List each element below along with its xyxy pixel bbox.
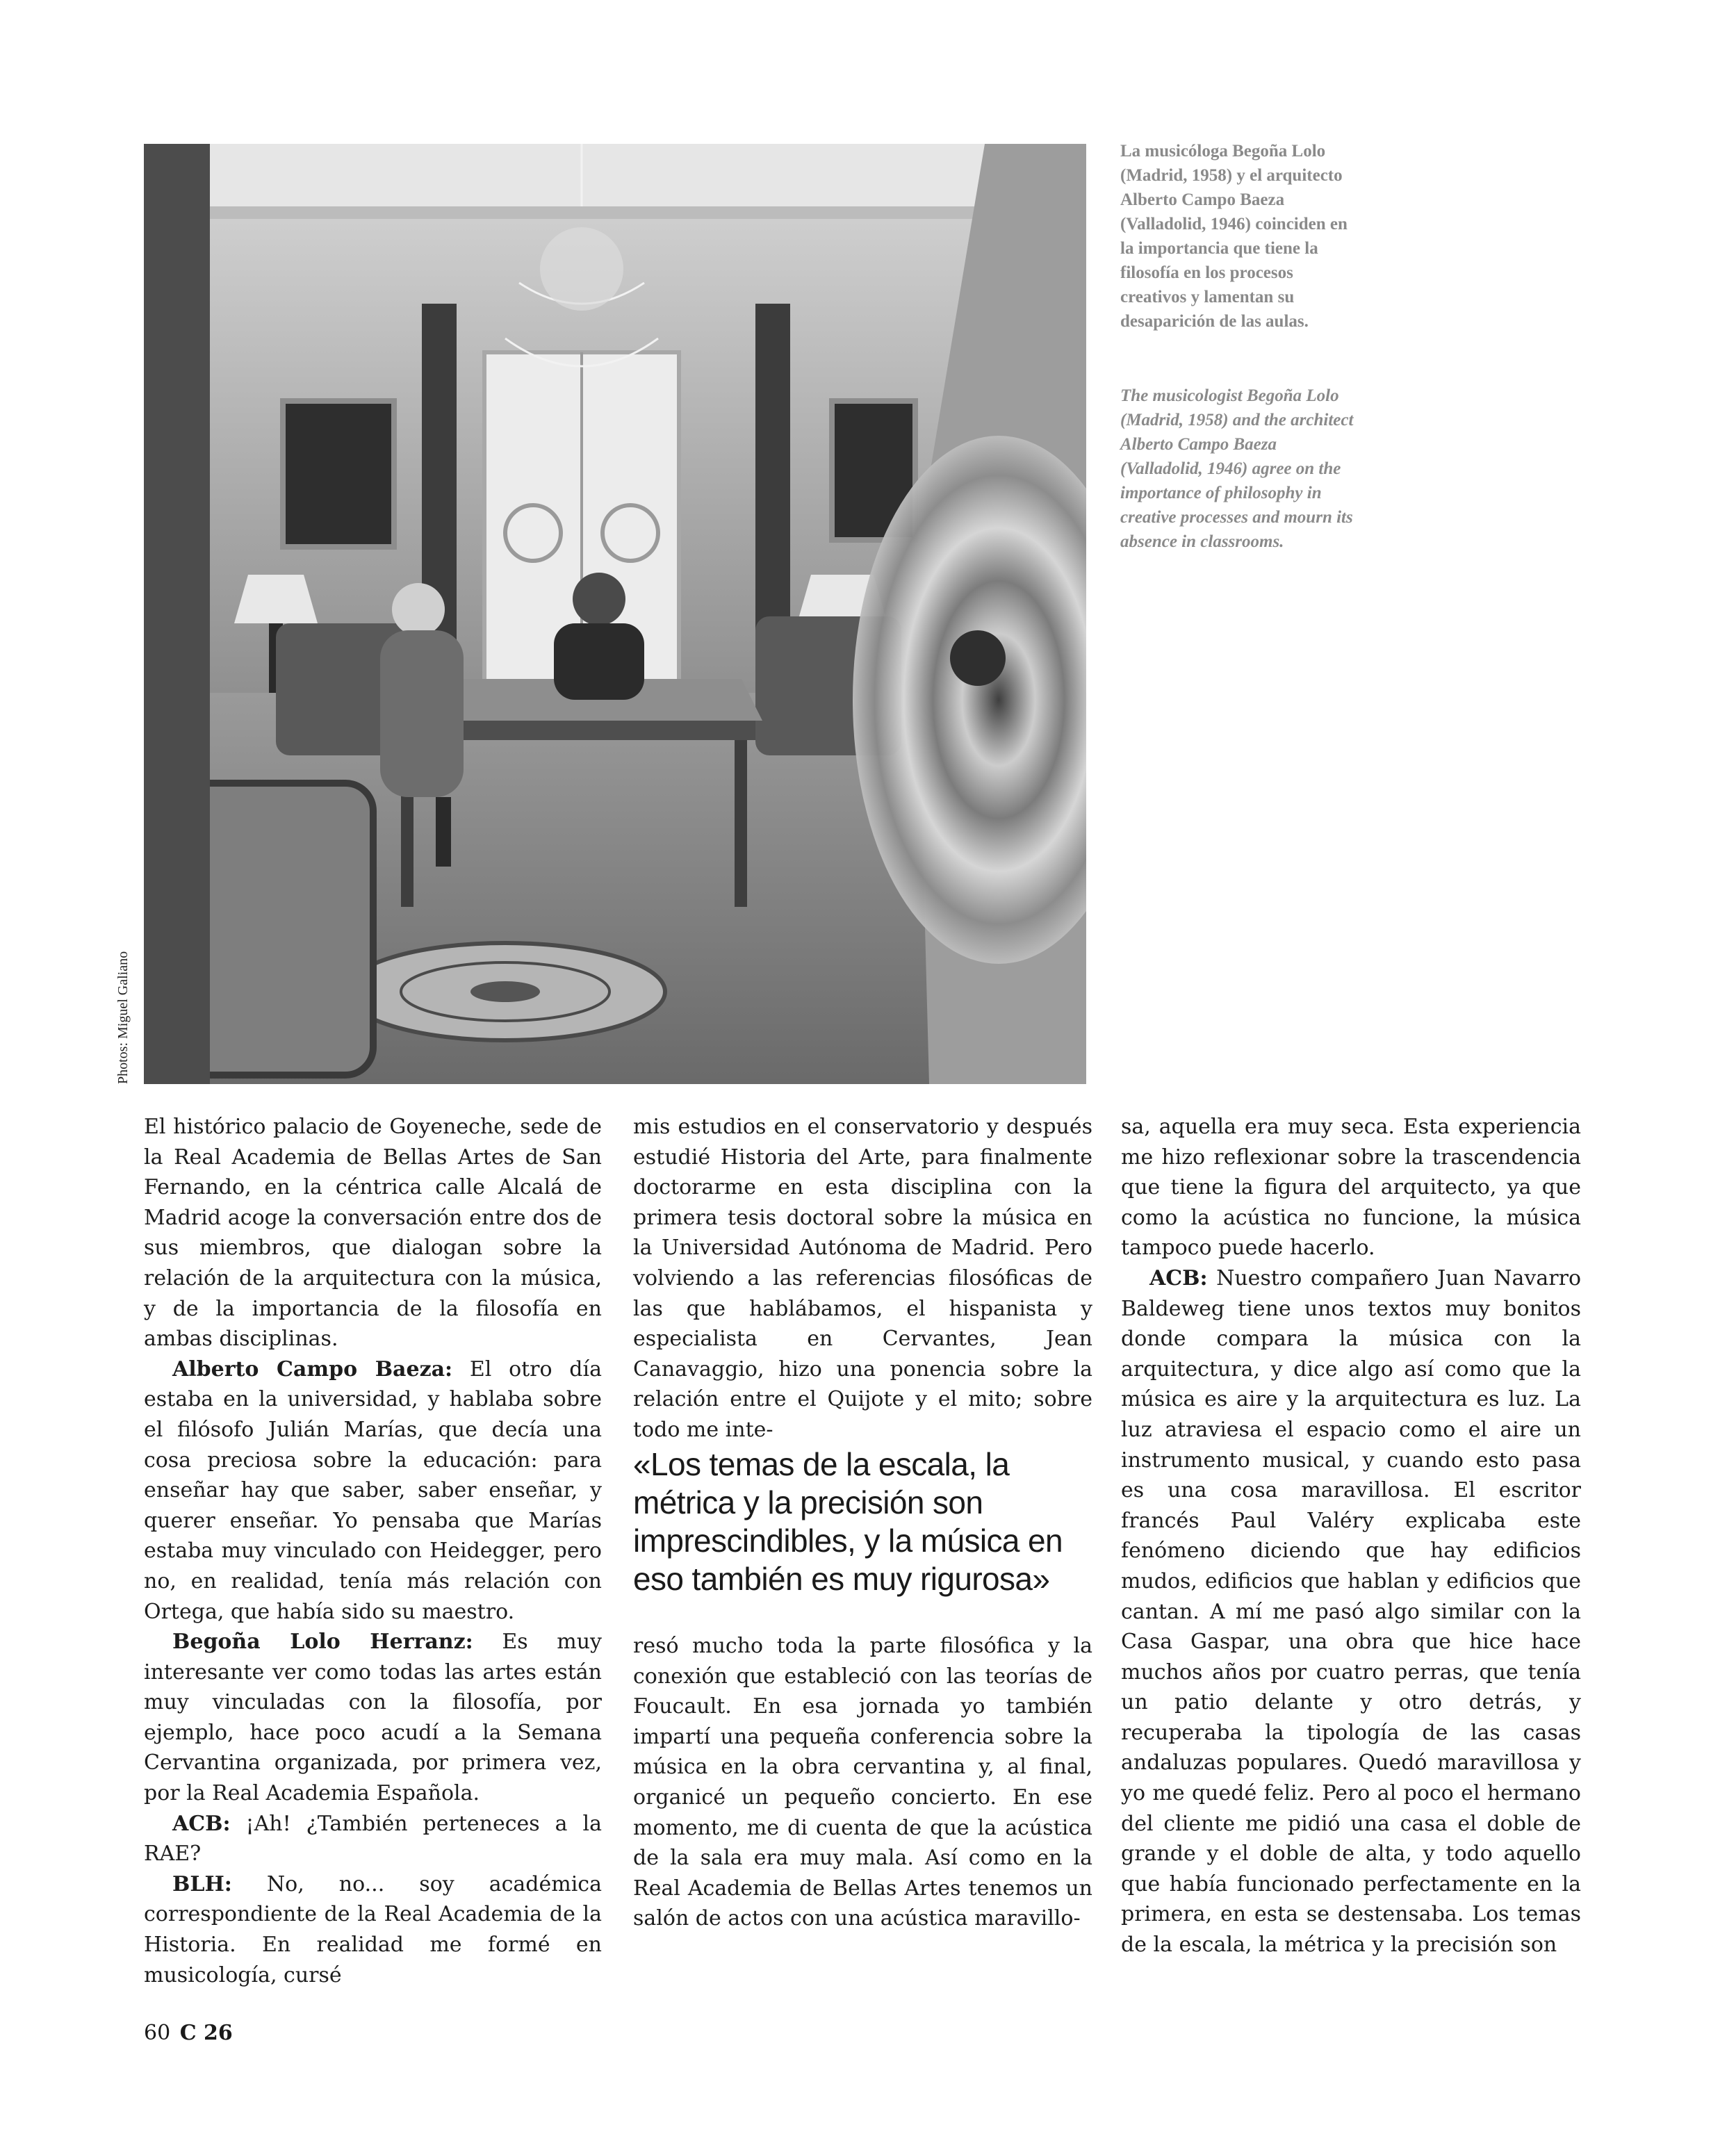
paragraph-text: Nuestro compañero Juan Navarro Baldeweg tiene unos textos muy bonitos donde compara la música con la arquitectura, y dice algo así como que la música es aire y la arquitectura es luz. La luz atraviesa el espacio como el aire un instrumento musical, y cuando esto pasa es una cosa maravillosa. El escritor francés Paul Valéry explicaba este fenómeno diciendo que hay edificios mudos, edificios que hablan y edificios que cantan. A mí me pasó algo similar con la Casa Gaspar, una obra que hice hace muchos años por cuatro perras, que tenía un patio delante y otro detrás, y recuperaba la tipología de las casas andaluzas populares. Quedó maravillosa y yo me quedé feliz. Pero al poco el hermano del cliente me pidió una casa el doble de grande y el doble de alta, y todo aquello que había funcionado perfectamente en la primera, en esta se destensaba. Los temas de la escala, la métrica y la precisión son xyxy=(1121,1265,1581,1958)
caption-english: The musicologist Begoña Lolo (Madrid, 1958) and the architect Alberto Campo Baeza (Valladolid, 1946) agree on the importance of philosophy in creative processes and mourn its absence in classrooms. xyxy=(1120,386,1354,551)
caption-spanish: La musicóloga Begoña Lolo (Madrid, 1958) y el arquitecto Alberto Campo Baeza (Valladolid, 1946) coinciden en la importancia que tiene la filosofía en los procesos creativos y lamentan su desaparición de las aulas. xyxy=(1120,142,1348,331)
paragraph-acb-3 xyxy=(1121,1263,1581,1960)
paragraph-text: Es muy interesante ver como todas las artes están muy vinculadas con la filosofía, por ejemplo, hace poco acudí a la Semana Cervantina organizada, por primera vez, por la Real Academia Española. xyxy=(144,1630,602,1806)
paragraph-text: El otro día estaba en la universidad, y hablaba sobre el filósofo Julián Marías, que decía una cosa preciosa sobre la educación: para enseñar hay que saber, saber enseñar, y querer enseñar. Yo pensaba que Marías estaba muy vinculado con Heidegger, pero no, en realidad, tenía más relación con Ortega, que había sido su maestro. xyxy=(144,1356,602,1624)
pull-quote: «Los temas de la escala, la métrica y la precisión son imprescindibles, y la música en eso también es muy rigurosa» xyxy=(633,1446,1063,1597)
paragraph-text: resó mucho toda la parte filosófica y la conexión que estableció con las teorías de Foucault. En esa jornada yo también impartí una pequeña conferencia sobre la música en la obra cervantina y, al final, organicé un pequeño concierto. En ese momento, me di cuenta de que la acústica de la sala era muy mala. Así como en la Real Academia de Bellas Artes tenemos un salón de actos con una acústica maravillo- xyxy=(633,1634,1092,1931)
column-2-top xyxy=(633,1112,1092,1445)
photo-credit: Photos: Miguel Galiano xyxy=(115,951,131,1084)
speaker-label: Alberto Campo Baeza: xyxy=(172,1356,453,1382)
speaker-label: ACB: xyxy=(172,1811,231,1836)
page-number: 60 xyxy=(144,2021,171,2045)
page-folio xyxy=(144,2021,233,2045)
speaker-label: BLH: xyxy=(172,1871,232,1896)
paragraph-blh-1 xyxy=(144,1627,602,1809)
speaker-label: Begoña Lolo Herranz: xyxy=(172,1630,473,1655)
article-photo xyxy=(144,144,1086,1084)
intro-paragraph: El histórico palacio de Goyeneche, sede de la Real Academia de Bellas Artes de San Fernando, en la céntrica calle Alcalá de Madrid acoge la conversación entre dos de sus miembros, que dialogan sobre la relación de la arquitectura con la música, y de la importancia de la filosofía en ambas disciplinas. xyxy=(144,1115,602,1352)
paragraph-blh-2 xyxy=(144,1869,602,1990)
column-1 xyxy=(144,1112,602,1990)
paragraph-text: No, no... soy académica correspondiente de la Real Academia de la Historia. En realidad me formé en musicología, cursé xyxy=(144,1871,602,1987)
paragraph-acb-2 xyxy=(144,1809,602,1869)
photo-illustration xyxy=(144,144,1086,1084)
column-3 xyxy=(1121,1112,1581,1960)
speaker-label: ACB: xyxy=(1149,1265,1208,1290)
paragraph-acb-1 xyxy=(144,1354,602,1627)
paragraph-text: mis estudios en el conservatorio y después estudié Historia del Arte, para finalmente doctorarme en esta disciplina con la primera tesis doctoral sobre la música en la Universidad Autónoma de Madrid. Pero volviendo a las referencias filosóficas de las que hablábamos, el hispanista y especialista en Cervantes, Jean Canavaggio, hizo una ponencia sobre la relación entre el Quijote y el mito; sobre todo me inte- xyxy=(633,1115,1092,1442)
paragraph-text: ¡Ah! ¿También perteneces a la RAE? xyxy=(144,1811,602,1867)
paragraph-text: sa, aquella era muy seca. Esta experiencia me hizo reflexionar sobre la trascendencia que tiene la figura del arquitecto, ya que como la acústica no funcione, la música tampoco puede hacerlo. xyxy=(1121,1115,1581,1261)
magazine-issue: C 26 xyxy=(179,2021,233,2045)
column-2-bottom xyxy=(633,1631,1092,1934)
